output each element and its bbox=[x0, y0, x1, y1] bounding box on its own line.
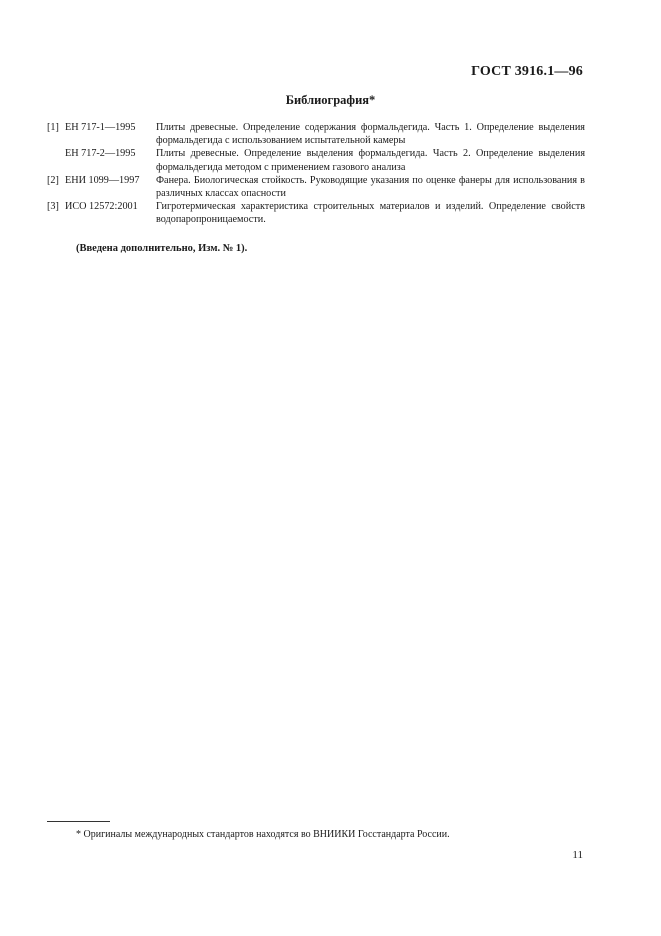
entry-description: Гигротермическая характеристика строительных материалов и изделий. Определение свойств водопаропроницаемости. bbox=[156, 201, 585, 226]
entry-code: ЕНИ 1099—1997 bbox=[65, 174, 140, 186]
page-number: 11 bbox=[572, 849, 583, 861]
standard-code: ГОСТ 3916.1—96 bbox=[471, 64, 583, 79]
section-title: Библиография* bbox=[285, 93, 376, 107]
footnote: * Оригиналы международных стандартов находятся во ВНИИКИ Госстандарта России. bbox=[76, 829, 450, 840]
bibliography-entry bbox=[47, 121, 585, 147]
entry-number: [2] bbox=[47, 174, 59, 186]
entry-code: ЕН 717-2—1995 bbox=[65, 148, 136, 160]
bibliography-entry bbox=[47, 174, 585, 200]
bibliography-entry bbox=[47, 147, 585, 173]
entry-number: [3] bbox=[47, 201, 59, 213]
entry-description: Плиты древесные. Определение выделения формальдегида. Часть 2. Определение выделения формальдегида методом с применением газового анализа bbox=[156, 148, 585, 173]
entry-description: Плиты древесные. Определение содержания формальдегида. Часть 1. Определение выделения формальдегида с использованием испытательной камеры bbox=[156, 122, 585, 147]
entry-description: Фанера. Биологическая стойкость. Руководящие указания по оценке фанеры для использования в различных классах опасности bbox=[156, 174, 585, 200]
entry-code: ИСО 12572:2001 bbox=[65, 201, 138, 213]
bibliography-entry bbox=[47, 200, 585, 226]
footnote-divider bbox=[47, 821, 110, 822]
entry-number bbox=[47, 147, 65, 173]
bibliography-list bbox=[47, 121, 585, 227]
entry-number: [1] bbox=[47, 122, 59, 133]
amendment-note: (Введена дополнительно, Изм. № 1). bbox=[76, 243, 248, 254]
entry-code: ЕН 717-1—1995 bbox=[65, 122, 136, 133]
